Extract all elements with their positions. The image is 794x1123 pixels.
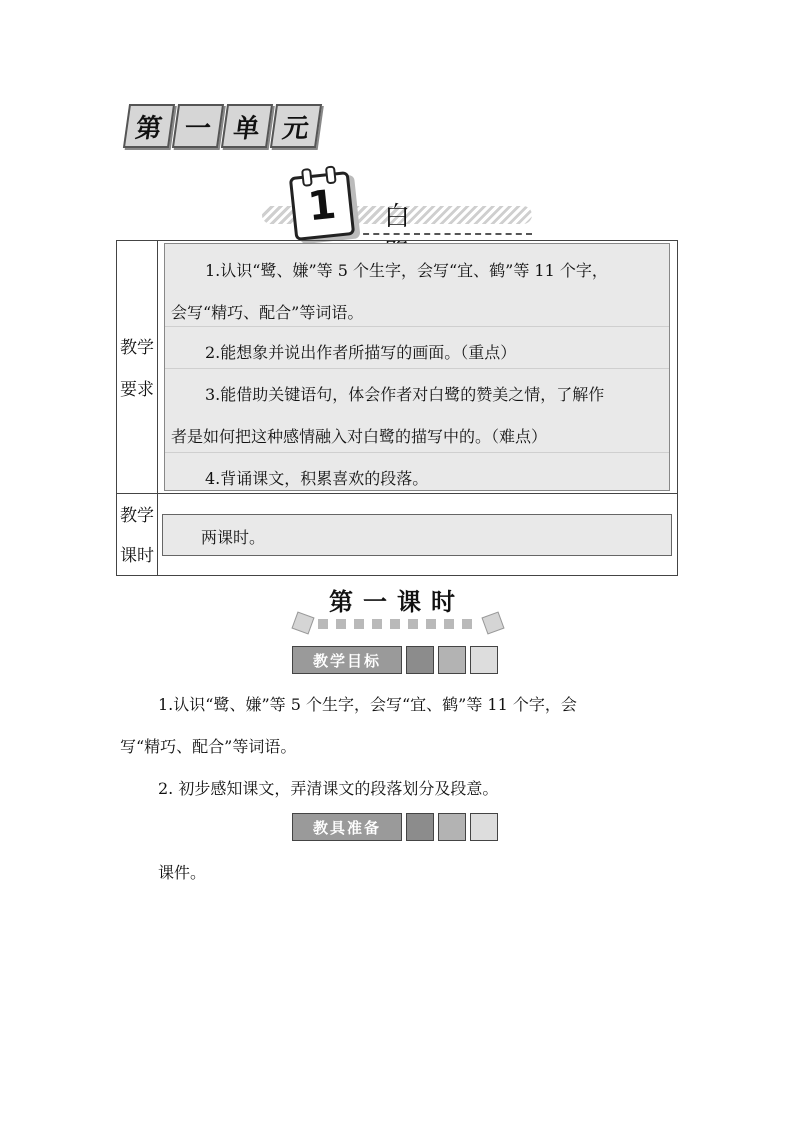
requirement-line: 1.认识“鹭、嫌”等 5 个生字，会写“宜、鹤”等 11 个字， (205, 261, 608, 280)
row-separator (165, 368, 669, 369)
tag-block (438, 646, 466, 674)
dot (390, 619, 400, 629)
lesson-title: 白 (384, 202, 463, 232)
calendar-icon (289, 171, 355, 241)
period-box (162, 514, 672, 556)
requirement-line: 3.能借助关键语句，体会作者对白鹭的赞美之情，了解作 (205, 385, 605, 404)
tag-block (438, 813, 466, 841)
requirements-label: 教学 (120, 338, 154, 358)
period-label: 教学 (120, 506, 154, 526)
tag-block (470, 646, 498, 674)
tag-block (406, 813, 434, 841)
period-value: 两课时。 (201, 528, 266, 547)
dot (336, 619, 346, 629)
row-separator (165, 326, 669, 327)
teaching-table (116, 240, 678, 576)
requirement-line: 4.背诵课文，积累喜欢的段落。 (205, 469, 429, 488)
tag-block (470, 813, 498, 841)
dot-end (481, 611, 504, 634)
unit-banner-char: 单 (221, 104, 273, 148)
preparation-text: 课件。 (158, 863, 207, 882)
requirement-line: 2.能想象并说出作者所描写的画面。（重点） (205, 343, 517, 362)
decorative-dots (294, 614, 502, 632)
unit-banner-char: 第 (123, 104, 175, 148)
table-column-divider (157, 241, 158, 575)
dot (318, 619, 328, 629)
lesson-header (262, 160, 532, 240)
requirement-line: 会写“精巧、配合”等词语。 (171, 303, 364, 322)
objectives-tag-label: 教学目标 (292, 646, 402, 674)
objectives-tag (292, 646, 498, 674)
requirements-label: 要求 (120, 380, 154, 400)
dot (462, 619, 472, 629)
preparation-tag (292, 813, 498, 841)
period-label: 课时 (120, 546, 154, 566)
requirement-line: 者是如何把这种感情融入对白鹭的描写中的。（难点） (171, 427, 548, 446)
dot (426, 619, 436, 629)
dot (354, 619, 364, 629)
lesson-number: 1 (305, 181, 339, 231)
table-row-divider (117, 493, 677, 494)
dot-end (291, 611, 314, 634)
unit-banner-char: 一 (172, 104, 224, 148)
row-separator (165, 452, 669, 453)
tag-block (406, 646, 434, 674)
preparation-tag-label: 教具准备 (292, 813, 402, 841)
objective-line: 写“精巧、配合”等词语。 (120, 737, 297, 756)
dot (444, 619, 454, 629)
objective-line: 1.认识“鹭、嫌”等 5 个生字，会写“宜、鹤”等 11 个字，会 (158, 695, 577, 714)
objective-line: 2. 初步感知课文，弄清课文的段落划分及段意。 (158, 779, 499, 798)
unit-banner (126, 104, 319, 146)
requirements-box (164, 243, 670, 491)
session-title: 第一课时 (329, 588, 465, 616)
dot (372, 619, 382, 629)
dot (408, 619, 418, 629)
unit-banner-char: 元 (270, 104, 322, 148)
